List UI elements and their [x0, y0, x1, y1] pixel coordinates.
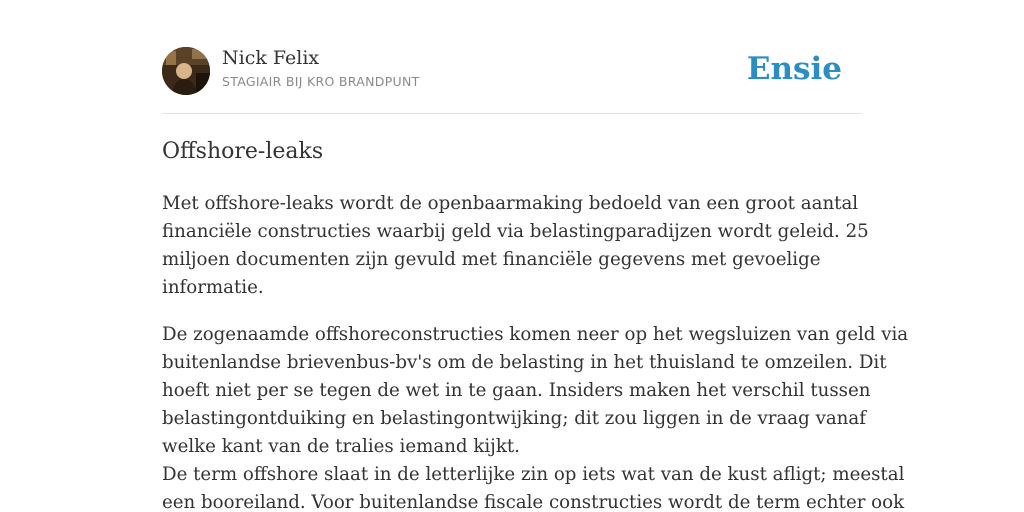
paragraph-line: een booreiland. Voor buitenlandse fiscale constructies wordt de term echter ook	[162, 492, 905, 512]
paragraph-line: financiële constructies waarbij geld via belastingparadijzen wordt geleid. 25	[162, 221, 869, 242]
paragraph-line: miljoen documenten zijn gevuld met financiële gegevens met gevoelige	[162, 249, 821, 270]
paragraph-line: De zogenaamde offshoreconstructies komen neer op het wegsluizen van geld via	[162, 324, 909, 345]
person-portrait-icon	[162, 47, 210, 95]
author-header	[162, 46, 862, 96]
paragraph-line: hoeft niet per se tegen de wet in te gaan. Insiders maken het verschil tussen	[162, 380, 871, 401]
article-paragraph-2	[162, 321, 909, 512]
article-paragraph-1	[162, 190, 869, 302]
article-title: Offshore-leaks	[162, 139, 324, 164]
author-name[interactable]: Nick Felix	[222, 47, 320, 69]
paragraph-line: informatie.	[162, 277, 264, 298]
paragraph-line: De term offshore slaat in de letterlijke zin op iets wat van de kust afligt; meestal	[162, 464, 905, 485]
avatar[interactable]	[162, 47, 210, 95]
paragraph-line: buitenlandse brievenbus-bv's om de belasting in het thuisland te omzeilen. Dit	[162, 352, 887, 373]
paragraph-line: Met offshore-leaks wordt de openbaarmaking bedoeld van een groot aantal	[162, 193, 859, 214]
brand-logo[interactable]: Ensie	[746, 51, 842, 87]
paragraph-line: belastingontduiking en belastingontwijking; dit zou liggen in de vraag vanaf	[162, 408, 866, 429]
paragraph-line: welke kant van de tralies iemand kijkt.	[162, 436, 520, 457]
header-divider	[162, 113, 862, 114]
author-role: STAGIAIR BIJ KRO BRANDPUNT	[222, 74, 420, 89]
